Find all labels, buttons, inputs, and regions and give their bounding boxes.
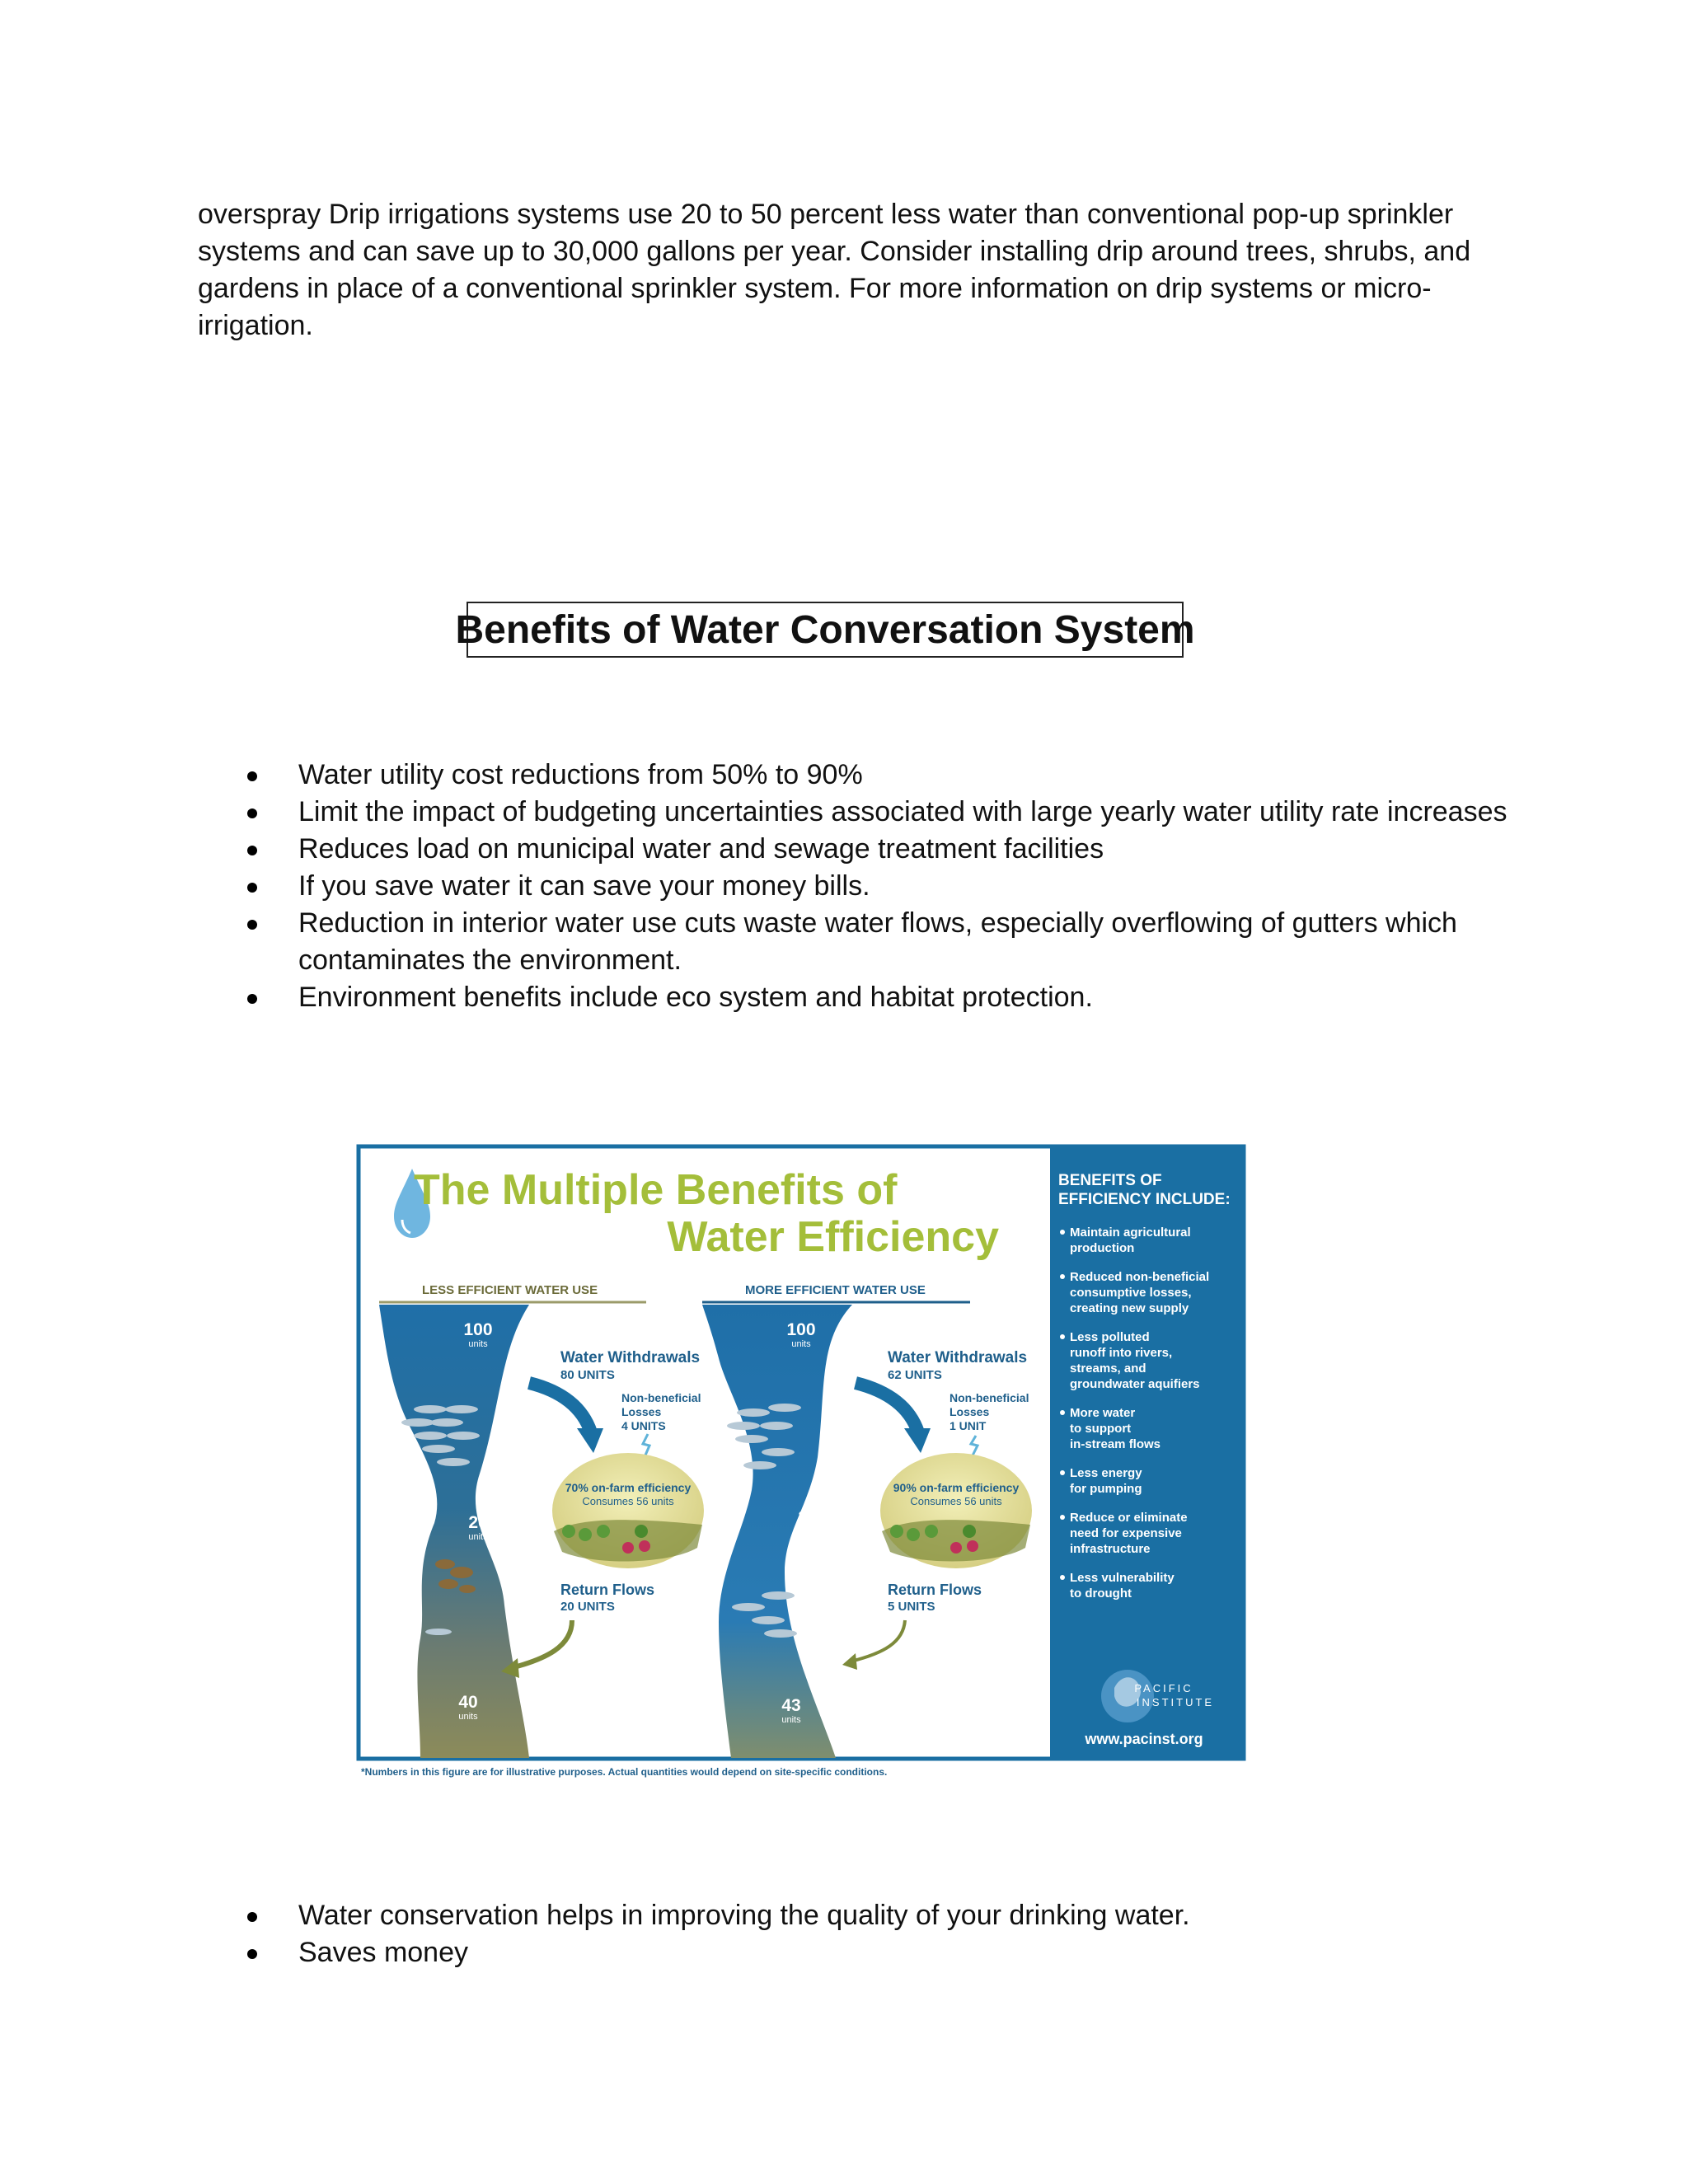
debris-icon	[438, 1579, 458, 1589]
fish-icon	[737, 1408, 770, 1417]
list-item	[247, 1934, 1518, 1971]
list-item	[247, 757, 1518, 794]
more-bottom-value: 43	[781, 1696, 801, 1715]
fish-icon	[764, 1629, 797, 1638]
more-return-title: Return Flows	[888, 1582, 982, 1598]
list-item	[247, 905, 1518, 979]
section-heading: Benefits of Water Conversation System	[455, 607, 1195, 652]
panel-benefit-text: Less vulnerability	[1070, 1571, 1175, 1585]
list-item-text: Water conservation helps in improving the quality of your drinking water.	[298, 1900, 1190, 1931]
less-return-title: Return Flows	[560, 1582, 655, 1598]
less-return-value: 20 UNITS	[560, 1600, 615, 1614]
bullet-icon	[247, 994, 257, 1004]
more-mid-value: 38	[798, 1508, 818, 1527]
crop-icon	[967, 1540, 978, 1552]
list-item-text: Saves money	[298, 1937, 468, 1968]
logo-text-line2: INSTITUTE	[1136, 1696, 1215, 1708]
fish-icon	[762, 1448, 795, 1456]
panel-bullet-icon	[1060, 1230, 1065, 1235]
bullet-icon	[247, 846, 257, 855]
less-top-unit: units	[468, 1339, 488, 1349]
more-losses-line2: Losses	[950, 1405, 990, 1418]
panel-benefit-text: creating new supply	[1070, 1301, 1189, 1315]
more-return-value: 5 UNITS	[888, 1600, 935, 1614]
more-withdrawals-title: Water Withdrawals	[888, 1349, 1028, 1366]
panel-benefit-text: need for expensive	[1070, 1526, 1182, 1540]
more-top-value: 100	[786, 1320, 816, 1339]
panel-benefit-text: infrastructure	[1070, 1542, 1151, 1556]
panel-benefit-text: Reduced non-beneficial	[1070, 1270, 1210, 1284]
panel-benefit-text: to drought	[1070, 1586, 1132, 1601]
less-efficiency-title: 70% on-farm efficiency	[565, 1481, 692, 1494]
crop-icon	[635, 1525, 648, 1538]
list-item-text: Limit the impact of budgeting uncertainties associated with large yearly water utility rate increases	[298, 796, 1507, 827]
panel-benefit-text: Reduce or eliminate	[1070, 1511, 1188, 1525]
bullet-icon	[247, 808, 257, 818]
panel-bullet-icon	[1060, 1334, 1065, 1339]
extra-benefits-list	[247, 1897, 1518, 1971]
less-efficient-label: LESS EFFICIENT WATER USE	[422, 1283, 598, 1297]
less-losses-value: 4 UNITS	[621, 1419, 666, 1432]
panel-benefit-text: for pumping	[1070, 1482, 1142, 1496]
crop-icon	[907, 1528, 920, 1541]
less-withdrawals-title: Water Withdrawals	[560, 1349, 701, 1366]
infographic-title-line2: Water Efficiency	[667, 1213, 999, 1261]
more-efficiency-sub: Consumes 56 units	[910, 1495, 1002, 1507]
more-losses-value: 1 UNIT	[950, 1419, 987, 1432]
crop-icon	[890, 1525, 903, 1538]
fish-icon	[422, 1445, 455, 1453]
panel-benefit-text: groundwater aquifiers	[1070, 1377, 1200, 1391]
crop-icon	[622, 1542, 634, 1554]
crop-icon	[562, 1525, 575, 1538]
crop-icon	[639, 1540, 650, 1552]
fish-icon	[414, 1405, 447, 1413]
panel-benefit-text: streams, and	[1070, 1361, 1146, 1376]
infographic-title-line1: The Multiple Benefits of	[414, 1166, 898, 1214]
fish-icon	[752, 1616, 785, 1624]
more-bottom-unit: units	[781, 1715, 801, 1725]
less-mid-unit: units	[468, 1532, 488, 1542]
debris-icon	[435, 1559, 455, 1569]
fish-icon	[762, 1591, 795, 1600]
less-top-value: 100	[463, 1320, 493, 1339]
bullet-icon	[247, 1949, 257, 1959]
less-efficiency-sub: Consumes 56 units	[582, 1495, 674, 1507]
fish-icon	[727, 1422, 760, 1430]
less-bottom-unit: units	[458, 1712, 478, 1722]
section-heading-box	[455, 602, 1195, 658]
panel-title-line1: BENEFITS OF	[1058, 1172, 1162, 1189]
bullet-icon	[247, 883, 257, 893]
fish-icon	[401, 1418, 434, 1427]
bullet-icon	[247, 771, 257, 781]
water-efficiency-infographic	[356, 1144, 1246, 1779]
panel-bullet-icon	[1060, 1515, 1065, 1520]
panel-benefit-text: Less polluted	[1070, 1330, 1150, 1344]
crop-icon	[597, 1525, 610, 1538]
list-item	[247, 979, 1518, 1016]
fish-icon	[735, 1435, 768, 1443]
less-bottom-value: 40	[458, 1693, 478, 1712]
panel-benefit-text: to support	[1070, 1422, 1132, 1436]
panel-bullet-icon	[1060, 1274, 1065, 1279]
list-item-text: Reduction in interior water use cuts waste water flows, especially overflowing of gutters which contaminates the environment.	[298, 907, 1457, 976]
bullet-icon	[247, 920, 257, 930]
more-efficient-label: MORE EFFICIENT WATER USE	[745, 1283, 926, 1297]
intro-paragraph: overspray Drip irrigations systems use 20 to 50 percent less water than conventional pop-up sprinkler systems and can save up to 30,000 gallons per year. Consider installing drip around trees, shrubs, and gardens in place of a conventional sprinkler system. For more information on drip systems or micro-irrigation.	[198, 199, 1471, 341]
bullet-icon	[247, 1912, 257, 1922]
fish-icon	[768, 1404, 801, 1412]
infographic-footnote: *Numbers in this figure are for illustrative purposes. Actual quantities would depend on site-specific conditions.	[361, 1766, 888, 1778]
panel-bullet-icon	[1060, 1575, 1065, 1580]
more-top-unit: units	[791, 1339, 811, 1349]
less-losses-line1: Non-beneficial	[621, 1391, 701, 1404]
list-item-text: Reduces load on municipal water and sewage treatment facilities	[298, 833, 1104, 865]
more-mid-unit: units	[798, 1527, 818, 1537]
website-url: www.pacinst.org	[1085, 1731, 1203, 1747]
less-losses-line2: Losses	[621, 1405, 662, 1418]
list-item	[247, 794, 1518, 831]
debris-icon	[450, 1567, 473, 1578]
panel-title-line2: EFFICIENCY INCLUDE:	[1058, 1191, 1231, 1208]
fish-icon	[743, 1461, 776, 1469]
list-item-text: Environment benefits include eco system and habitat protection.	[298, 982, 1093, 1013]
more-losses-line1: Non-beneficial	[950, 1391, 1029, 1404]
list-item	[247, 1897, 1518, 1934]
less-withdrawals-value: 80 UNITS	[560, 1368, 615, 1382]
crop-icon	[950, 1542, 962, 1554]
panel-benefit-text: More water	[1070, 1406, 1136, 1420]
crop-icon	[963, 1525, 976, 1538]
fish-icon	[430, 1418, 463, 1427]
fish-icon	[425, 1629, 452, 1635]
panel-benefit-text: runoff into rivers,	[1070, 1346, 1173, 1360]
benefits-list	[247, 757, 1518, 1016]
crop-icon	[925, 1525, 938, 1538]
more-withdrawals-value: 62 UNITS	[888, 1368, 942, 1382]
panel-benefit-item	[1060, 1270, 1209, 1315]
fish-icon	[447, 1432, 480, 1440]
panel-benefit-text: consumptive losses,	[1070, 1286, 1192, 1300]
fish-icon	[414, 1432, 447, 1440]
list-item	[247, 831, 1518, 868]
less-mid-value: 20	[468, 1513, 488, 1532]
list-item	[247, 868, 1518, 905]
more-efficiency-title: 90% on-farm efficiency	[893, 1481, 1020, 1494]
infographic-svg	[356, 1144, 1246, 1779]
crop-icon	[579, 1528, 592, 1541]
panel-bullet-icon	[1060, 1470, 1065, 1475]
panel-benefit-text: in-stream flows	[1070, 1437, 1161, 1451]
list-item-text: If you save water it can save your money bills.	[298, 870, 870, 902]
fish-icon	[437, 1458, 470, 1466]
fish-icon	[732, 1603, 765, 1611]
logo-text-line1: PACIFIC	[1134, 1682, 1193, 1694]
panel-benefit-text: Maintain agricultural	[1070, 1226, 1191, 1240]
panel-bullet-icon	[1060, 1410, 1065, 1415]
panel-benefit-text: production	[1070, 1241, 1135, 1255]
fish-icon	[445, 1405, 478, 1413]
list-item-text: Water utility cost reductions from 50% to 90%	[298, 759, 863, 790]
debris-icon	[459, 1585, 476, 1593]
fish-icon	[760, 1422, 793, 1430]
panel-benefit-text: Less energy	[1070, 1466, 1142, 1480]
